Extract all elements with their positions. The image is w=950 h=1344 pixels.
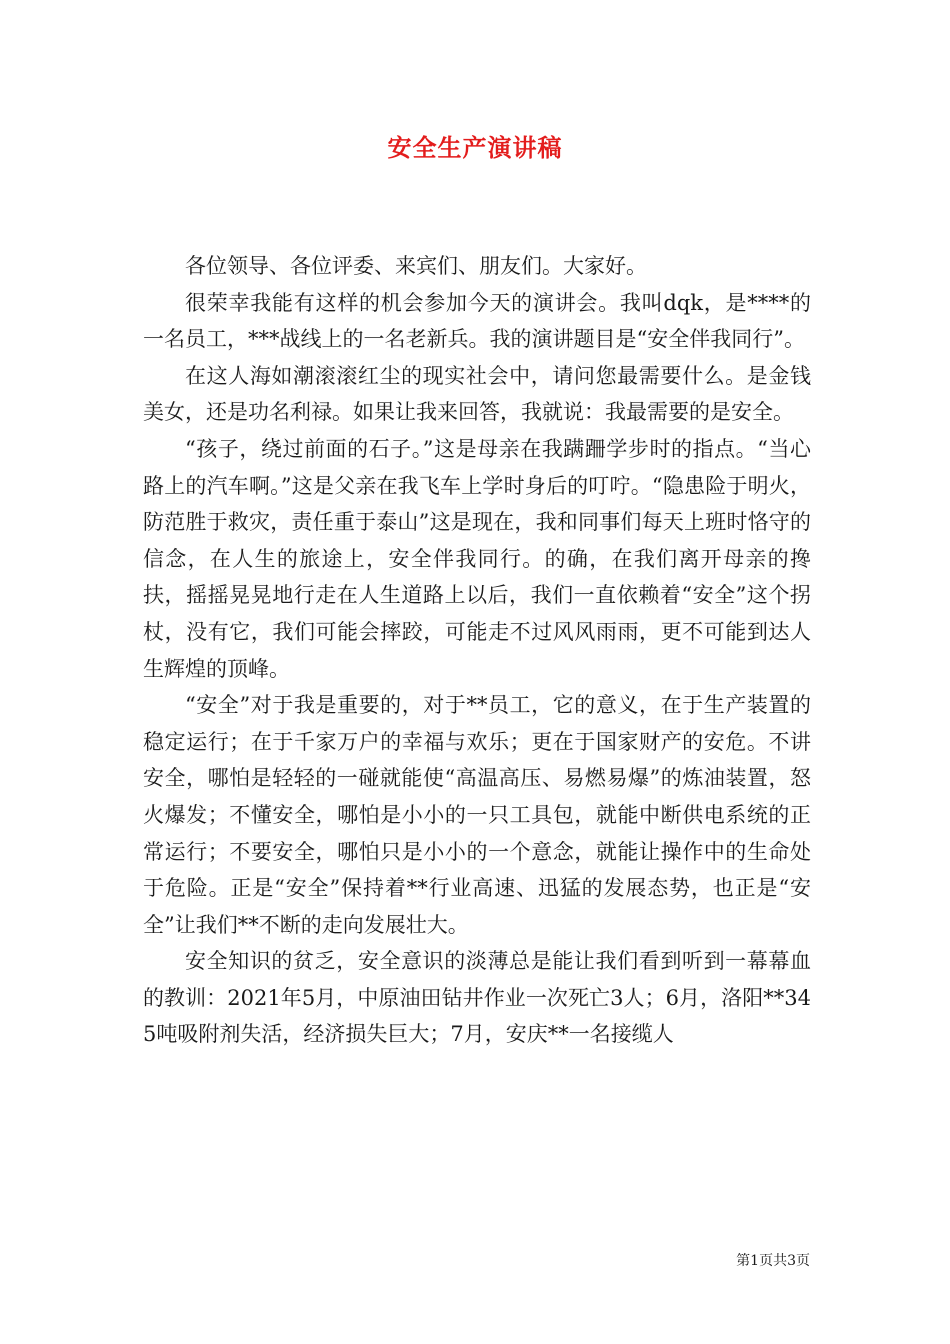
page-number: 第1页共3页 (736, 1253, 810, 1269)
paragraph: “安全”对于我是重要的，对于**员工，它的意义，在于生产装置的稳定运行；在于千家万户的幸福与欢乐；更在于国家财产的安危。不讲安全，哪怕是轻轻的一碰就能使“高温高压、易燃易爆”的炼油装置，怒火爆发；不懂安全，哪怕是小小的一只工具包，就能中断供电系统的正常运行；不要安全，哪怕只是小小的一个意念，就能让操作中的生命处于危险。正是“安全”保持着**行业高速、迅猛的发展态势，也正是“安全”让我们**不断的走向发展壮大。 (143, 693, 811, 937)
document-body (143, 248, 811, 1053)
paragraph: 在这人海如潮滚滚红尘的现实社会中，请问您最需要什么。是金钱美女，还是功名利禄。如果让我来回答，我就说：我最需要的是安全。 (143, 363, 811, 425)
paragraph: 各位领导、各位评委、来宾们、朋友们。大家好。 (185, 254, 647, 278)
document-title: 安全生产演讲稿 (387, 133, 563, 162)
paragraph: “孩子，绕过前面的石子。”这是母亲在我蹒跚学步时的指点。“当心路上的汽车啊。”这是父亲在我飞车上学时身后的叮咛。“隐患险于明火，防范胜于救灾，责任重于泰山”这是现在，我和同事们每天上班时恪守的信念，在人生的旅途上，安全伴我同行。的确，在我们离开母亲的搀扶，摇摇晃晃地行走在人生道路上以后，我们一直依赖着“安全”这个拐杖，没有它，我们可能会摔跤，可能走不过风风雨雨，更不可能到达人生辉煌的顶峰。 (143, 436, 811, 681)
paragraph: 安全知识的贫乏，安全意识的淡薄总是能让我们看到听到一幕幕血的教训：2021年5月，中原油田钻井作业一次死亡3人；6月，洛阳**345吨吸附剂失活，经济损失巨大；7月，安庆**一名接缆人 (143, 949, 811, 1047)
paragraph: 很荣幸我能有这样的机会参加今天的演讲会。我叫dqk，是****的一名员工，***战线上的一名老新兵。我的演讲题目是“安全伴我同行”。 (143, 290, 811, 352)
